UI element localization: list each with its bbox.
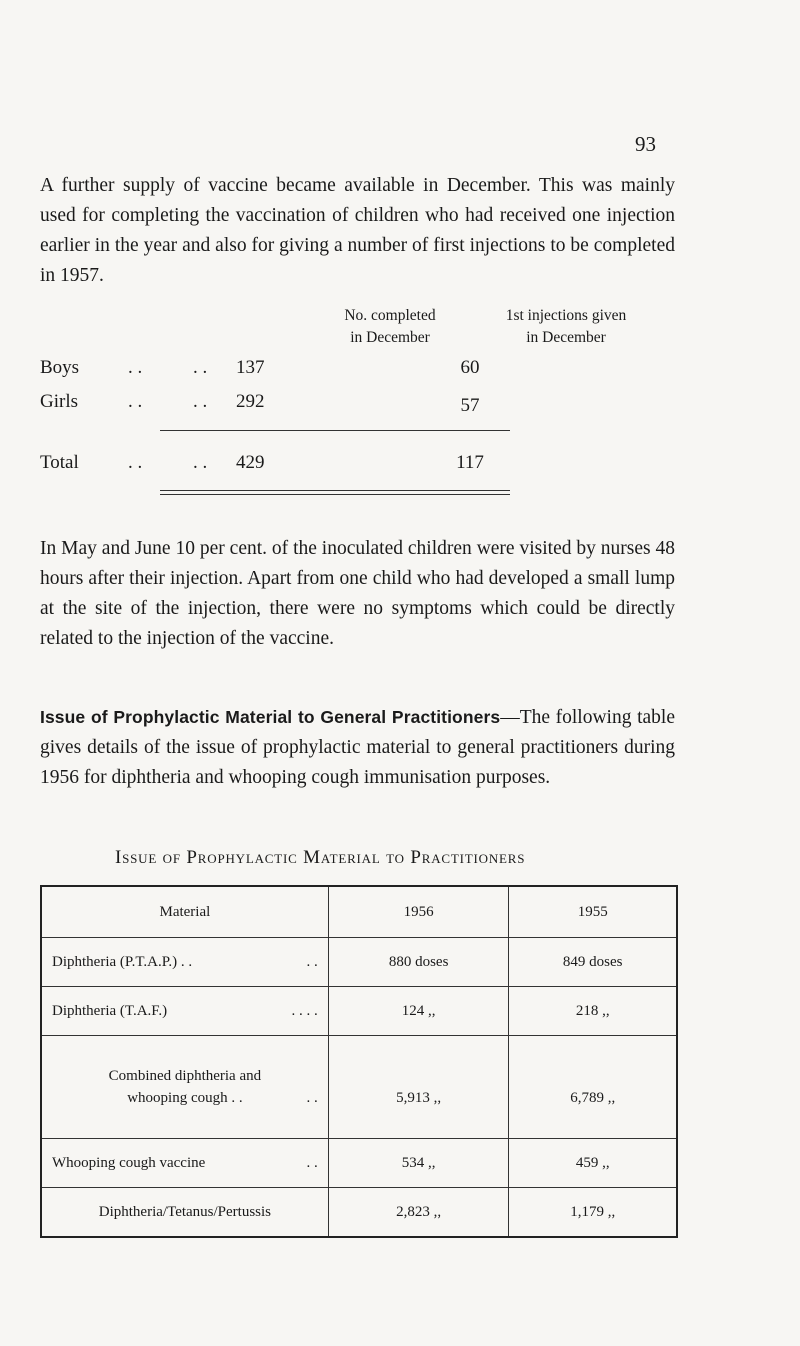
value-1955: 1,179 ,, bbox=[509, 1188, 677, 1238]
completed-value: 292 bbox=[236, 391, 265, 412]
header-first-injections-line2: in December bbox=[526, 329, 606, 346]
material-cell bbox=[41, 987, 328, 1036]
table-header-row bbox=[41, 886, 677, 938]
header-first-injections-line1: 1st injections given bbox=[505, 307, 627, 324]
vaccination-summary-table bbox=[40, 305, 680, 505]
material-cell bbox=[41, 1036, 328, 1139]
subtotal-rule bbox=[160, 430, 510, 431]
value-1956: 124 ,, bbox=[328, 987, 509, 1036]
paragraph-body: —The following table gives details of the issue of prophylactic material to general practitioners during 1956 for diphtheria and whooping cough immunisation purposes. bbox=[40, 707, 675, 788]
material-name: Diphtheria (T.A.F.) bbox=[52, 1002, 168, 1019]
leader-dots: . . bbox=[128, 452, 143, 473]
page-number: 93 bbox=[635, 132, 656, 156]
leader-dots: . . bbox=[193, 357, 208, 378]
material-cell bbox=[41, 1188, 328, 1238]
section-heading: Issue of Prophylactic Material to General Practitioners bbox=[40, 707, 501, 727]
leader-dots: . . bbox=[193, 452, 208, 473]
leader-dots: . . bbox=[306, 1090, 318, 1106]
leader-dots: . . bbox=[306, 953, 318, 970]
table-row bbox=[41, 1139, 677, 1188]
paragraph-issue-of-material bbox=[40, 702, 675, 793]
row-boys bbox=[40, 357, 680, 385]
value-1955: 6,789 ,, bbox=[509, 1036, 677, 1139]
leader-dots: . . . . bbox=[291, 1002, 318, 1019]
table-row bbox=[41, 938, 677, 987]
value-1956: 534 ,, bbox=[328, 1139, 509, 1188]
column-header-1955: 1955 bbox=[509, 886, 677, 938]
value-1955: 459 ,, bbox=[509, 1139, 677, 1188]
material-name-line2: whooping cough . . bbox=[127, 1090, 243, 1106]
completed-value: 429 bbox=[236, 452, 265, 473]
row-girls bbox=[40, 391, 680, 419]
header-completed bbox=[310, 305, 470, 349]
column-header-1956: 1956 bbox=[328, 886, 509, 938]
material-cell bbox=[41, 938, 328, 987]
material-name: Diphtheria/Tetanus/Pertussis bbox=[98, 1203, 272, 1220]
table-row bbox=[41, 1188, 677, 1238]
value-1956: 880 doses bbox=[328, 938, 509, 987]
material-cell bbox=[41, 1139, 328, 1188]
row-total bbox=[40, 452, 680, 480]
material-name-line1: Combined diphtheria and bbox=[108, 1068, 262, 1084]
leader-dots: . . bbox=[193, 391, 208, 412]
column-header-material: Material bbox=[41, 886, 328, 938]
material-name: Whooping cough vaccine bbox=[52, 1154, 206, 1171]
leader-dots: . . bbox=[128, 391, 143, 412]
completed-value: 137 bbox=[236, 357, 265, 378]
leader-dots: . . bbox=[306, 1154, 318, 1171]
material-name: Diphtheria (P.T.A.P.) . . bbox=[52, 953, 193, 970]
table-title: Issue of Prophylactic Material to Practitioners bbox=[115, 847, 526, 868]
header-completed-line1: No. completed bbox=[344, 307, 436, 324]
table-row bbox=[41, 987, 677, 1036]
paragraph-nurse-visits: In May and June 10 per cent. of the inoculated children were visited by nurses 48 hours after their injection. Apart from one child who had developed a small lump at the site of the injection, there were no symptoms which could be directly related to the injection of the vaccine. bbox=[40, 538, 675, 649]
prophylactic-material-table bbox=[40, 885, 678, 1238]
row-label: Girls bbox=[40, 391, 78, 412]
value-1956: 5,913 ,, bbox=[328, 1036, 509, 1139]
value-1955: 218 ,, bbox=[509, 987, 677, 1036]
total-double-rule bbox=[160, 490, 510, 495]
first-injections-value: 60 bbox=[460, 357, 480, 378]
value-1955: 849 doses bbox=[509, 938, 677, 987]
first-injections-value: 57 bbox=[460, 395, 480, 416]
table-row bbox=[41, 1036, 677, 1139]
header-first-injections bbox=[472, 305, 660, 349]
row-label: Boys bbox=[40, 357, 80, 378]
header-completed-line2: in December bbox=[350, 329, 430, 346]
value-1956: 2,823 ,, bbox=[328, 1188, 509, 1238]
first-injections-value: 117 bbox=[456, 452, 484, 473]
row-label: Total bbox=[40, 452, 79, 473]
leader-dots: . . bbox=[128, 357, 143, 378]
paragraph-vaccine-supply: A further supply of vaccine became available in December. This was mainly used for completing the vaccination of children who had received one injection earlier in the year and also for giving a number of first injections to be completed in 1957. bbox=[40, 175, 675, 286]
